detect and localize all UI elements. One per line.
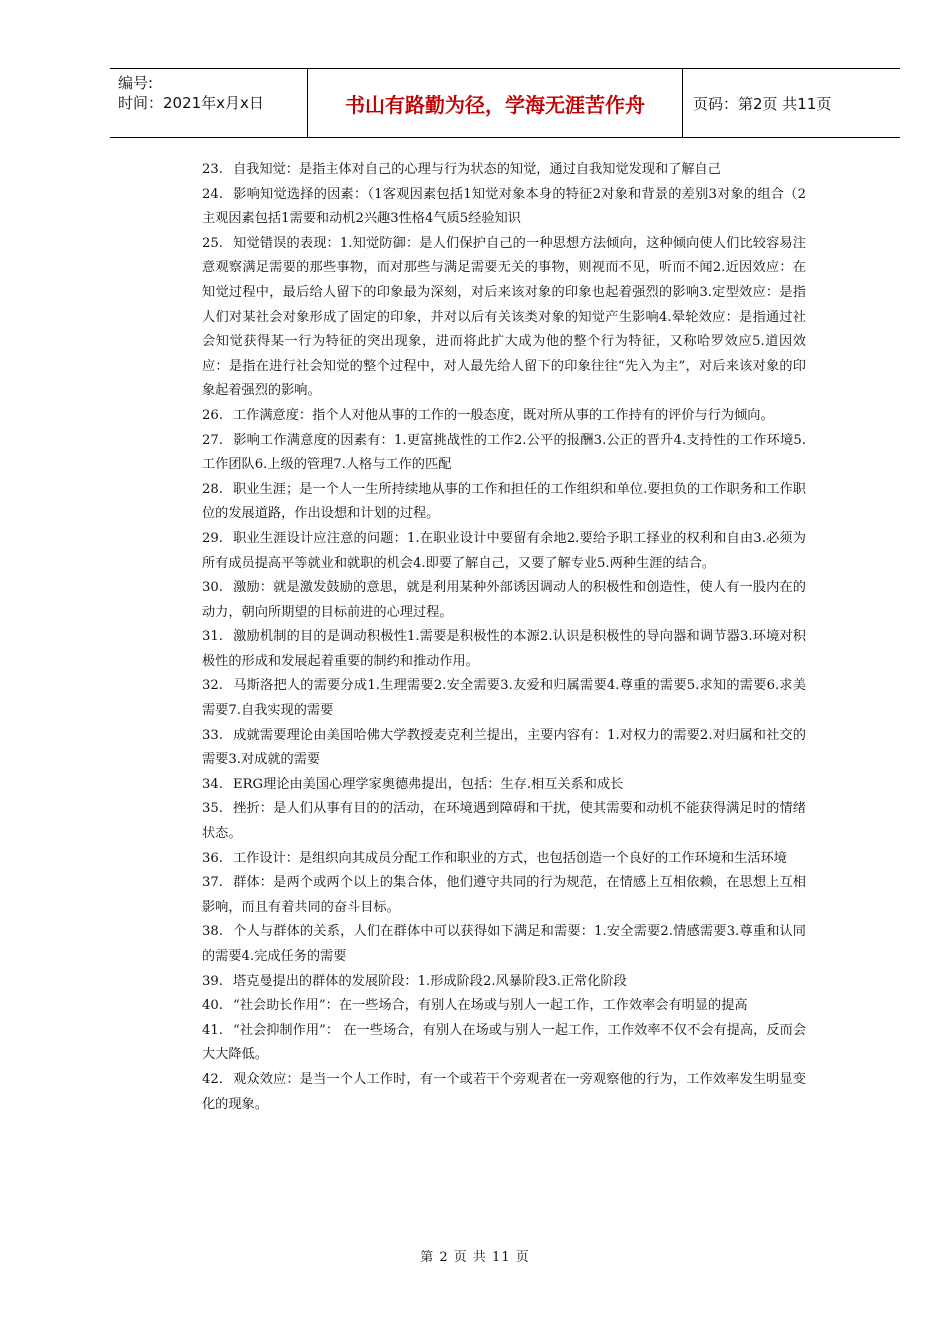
item-number: 42. <box>202 1071 223 1087</box>
item-number: 28. <box>202 481 223 497</box>
item-number: 40. <box>202 998 223 1014</box>
document-time-label: 时间：2021年x月x日 <box>118 94 264 112</box>
header-motto: 书山有路勤为径，学海无涯苦作舟 <box>308 69 683 137</box>
document-number-label: 编号: <box>118 74 154 92</box>
list-item <box>202 1019 806 1068</box>
item-number: 30. <box>202 580 223 596</box>
item-text: 挫折：是人们从事有目的的活动，在环境遇到障碍和干扰，使其需要和动机不能获得满足时的情绪状态。 <box>202 801 806 842</box>
item-text: 影响知觉选择的因素：（1客观因素包括1知觉对象本身的特征2对象和背景的差别3对象的组合（2主观因素包括1需要和动机2兴趣3性格4气质5经验知识 <box>202 186 806 227</box>
item-number: 26. <box>202 407 223 423</box>
item-text: 群体：是两个或两个以上的集合体，他们遵守共同的行为规范，在情感上互相依赖，在思想上互相影响，而且有着共同的奋斗目标。 <box>202 875 806 915</box>
list-item <box>202 576 806 625</box>
item-number: 33. <box>202 727 223 743</box>
item-number: 31. <box>202 629 223 645</box>
document-body <box>202 158 806 1117</box>
list-item <box>202 158 806 183</box>
item-number: 27. <box>202 432 223 448</box>
header-meta-cell <box>110 69 308 137</box>
item-number: 24. <box>202 186 223 202</box>
item-text: 激励机制的目的是调动积极性1.需要是积极性的本源2.认识是积极性的导向器和调节器3.环境对积极性的形成和发展起着重要的制约和推动作用。 <box>202 629 806 669</box>
list-item <box>202 674 806 723</box>
list-item <box>202 724 806 773</box>
list-item <box>202 847 806 872</box>
document-header <box>110 68 900 138</box>
item-text: 激励：就是激发鼓励的意思，就是利用某种外部诱因调动人的积极性和创造性，使人有一股内在的动力，朝向所期望的目标前进的心理过程。 <box>202 580 806 620</box>
item-text: 工作设计：是组织向其成员分配工作和职业的方式，也包括创造一个良好的工作环境和生活环境 <box>233 850 787 866</box>
item-text: 观众效应：是当一个人工作时，有一个或若干个旁观者在一旁观察他的行为，工作效率发生明显变化的现象。 <box>202 1071 806 1112</box>
item-number: 25. <box>202 235 223 251</box>
item-number: 32. <box>202 678 223 694</box>
list-item <box>202 797 806 846</box>
list-item <box>202 871 806 920</box>
list-item <box>202 478 806 527</box>
list-item <box>202 429 806 478</box>
list-item <box>202 970 806 995</box>
item-text: 职业生涯；是一个人一生所持续地从事的工作和担任的工作组织和单位.要担负的工作职务和工作职位的发展道路，作出设想和计划的过程。 <box>202 481 806 522</box>
item-number: 39. <box>202 973 223 989</box>
list-item <box>202 920 806 969</box>
item-text: 塔克曼提出的群体的发展阶段：1.形成阶段2.风暴阶段3.正常化阶段 <box>233 973 627 989</box>
item-text: 个人与群体的关系，人们在群体中可以获得如下满足和需要：1.安全需要2.情感需要3.尊重和认同的需要4.完成任务的需要 <box>202 924 806 964</box>
list-item <box>202 625 806 674</box>
list-item <box>202 1068 806 1117</box>
item-text: 知觉错误的表现：1.知觉防御：是人们保护自己的一种思想方法倾向，这种倾向使人们比较容易注意观察满足需要的那些事物，而对那些与满足需要无关的事物，则视而不见，听而不闻2.近因效应：在知觉过程中，最后给人留下的印象最为深刻，对后来该对象的印象也起着强烈的影响3.定型效应：是指人们对某社会对象形成了固定的印象，并对以后有关该类对象的知觉产生影响4.晕轮效应：是指通过社会知觉获得某一行为特征的突出现象，进而将此扩大成为他的整个行为特征，又称哈罗效应5.道因效应：是指在进行社会知觉的整个过程中，对人最先给人留下的印象往往“先入为主”，对后来该对象的印象起着强烈的影响。 <box>202 235 806 399</box>
item-text: “社会助长作用”：在一些场合，有别人在场或与别人一起工作，工作效率会有明显的提高 <box>233 998 748 1014</box>
list-item <box>202 527 806 576</box>
header-page-label: 页码：第2页 共11页 <box>693 94 832 113</box>
item-text: 影响工作满意度的因素有：1.更富挑战性的工作2.公平的报酬3.公正的晋升4.支持性的工作环境5.工作团队6.上级的管理7.人格与工作的匹配 <box>202 432 806 473</box>
list-item <box>202 404 806 429</box>
list-item <box>202 994 806 1019</box>
item-number: 37. <box>202 875 223 891</box>
item-text: 职业生涯设计应注意的问题：1.在职业设计中要留有余地2.要给予职工择业的权利和自由3.必须为所有成员提高平等就业和就职的机会4.即要了解自己，又要了解专业5.两种生涯的结合。 <box>202 530 806 571</box>
page-footer: 第 2 页 共 11 页 <box>420 1250 530 1265</box>
item-number: 23. <box>202 162 223 177</box>
item-number: 29. <box>202 530 223 546</box>
list-item <box>202 183 806 232</box>
item-number: 34. <box>202 776 223 792</box>
item-text: 工作满意度：指个人对他从事的工作的一般态度，既对所从事的工作持有的评价与行为倾向。 <box>233 407 774 423</box>
list-item <box>202 773 806 798</box>
item-number: 36. <box>202 850 223 866</box>
item-text: ERG理论由美国心理学家奥德弗提出，包括：生存.相互关系和成长 <box>233 776 624 792</box>
item-number: 41. <box>202 1022 223 1038</box>
list-item <box>202 232 806 404</box>
item-number: 38. <box>202 924 223 940</box>
item-text: 马斯洛把人的需要分成1.生理需要2.安全需要3.友爱和归属需要4.尊重的需要5.求知的需要6.求美需要7.自我实现的需要 <box>202 678 806 719</box>
item-text: 成就需要理论由美国哈佛大学教授麦克利兰提出，主要内容有：1.对权力的需要2.对归属和社交的需要3.对成就的需要 <box>202 727 806 768</box>
item-text: 自我知觉：是指主体对自己的心理与行为状态的知觉，通过自我知觉发现和了解自己 <box>233 162 721 177</box>
item-text: “社会抑制作用”： 在一些场合，有别人在场或与别人一起工作，工作效率不仅不会有提高，反而会大大降低。 <box>202 1022 806 1063</box>
item-number: 35. <box>202 801 223 817</box>
